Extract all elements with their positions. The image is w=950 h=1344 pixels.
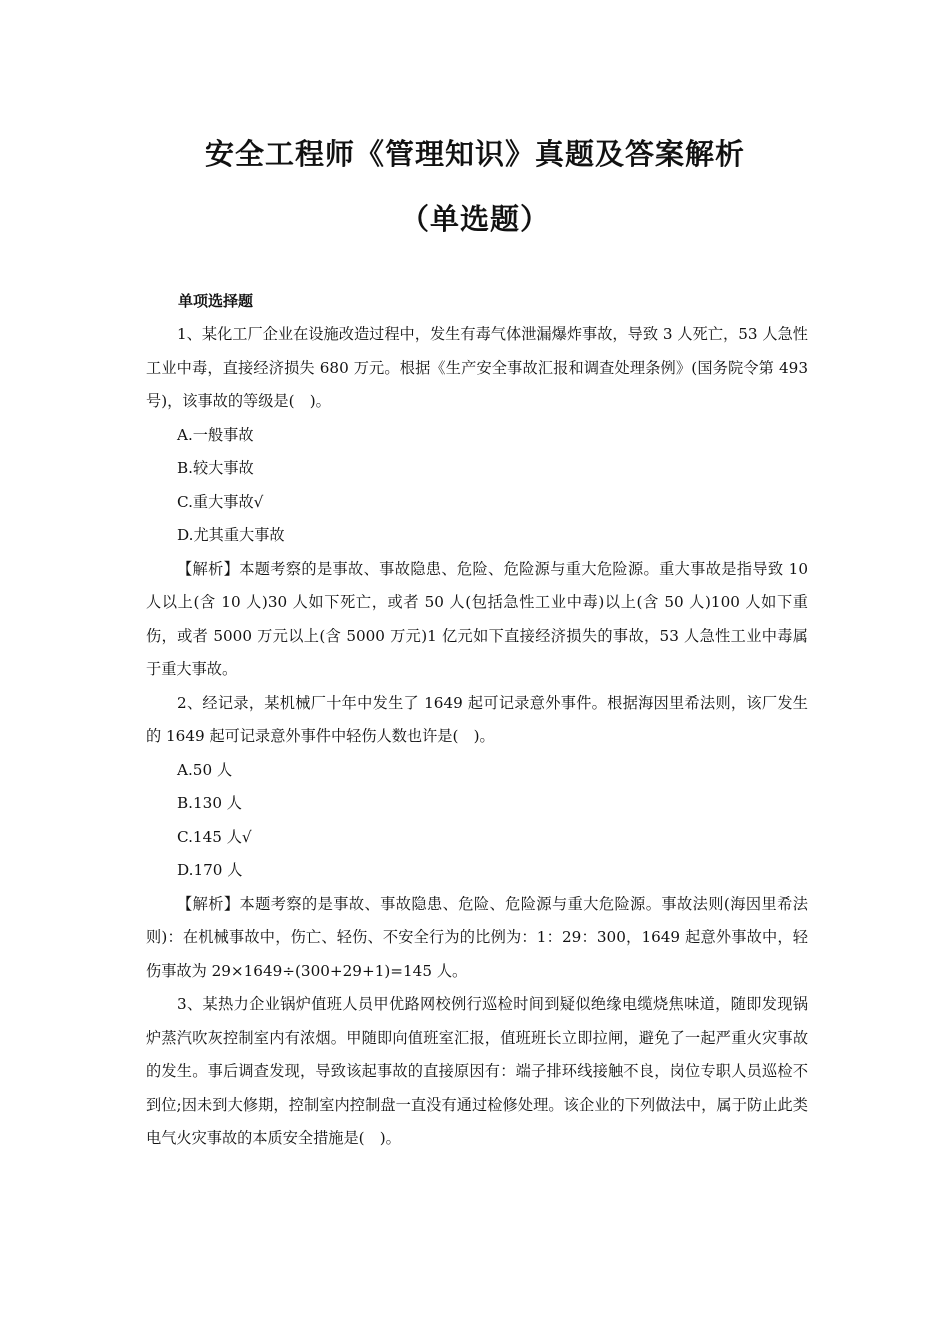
question-2-analysis: 【解析】本题考察的是事故、事故隐患、危险、危险源与重大危险源。事故法则(海因里希法则)：在机械事故中，伤亡、轻伤、不安全行为的比例为：1：29：300，1649 起意外事故中，轻伤事故为 29×1649÷(300+29+1)=145 人。 xyxy=(146,894,808,980)
question-1-option-a: A.一般事故 xyxy=(177,425,254,444)
question-1-analysis: 【解析】本题考察的是事故、事故隐患、危险、危险源与重大危险源。重大事故是指导致 10 人以上(含 10 人)30 人如下死亡，或者 50 人(包括急性工业中毒)以上(含 50 人)100 人如下重伤，或者 5000 万元以上(含 5000 万元)1 亿元如下直接经济损失的事故，53 人急性工业中毒属于重大事故。 xyxy=(146,559,808,678)
question-1-option-c: C.重大事故√ xyxy=(177,492,264,511)
question-2-option-b: B.130 人 xyxy=(177,794,242,812)
question-2-option-c: C.145 人√ xyxy=(177,827,252,846)
question-2-option-a: A.50 人 xyxy=(177,760,233,779)
question-1-stem: 1、某化工厂企业在设施改造过程中，发生有毒气体泄漏爆炸事故，导致 3 人死亡，53 人急性工业中毒，直接经济损失 680 万元。根据《生产安全事故汇报和调查处理条例》(国务院令第 493 号)，该事故的等级是( )。 xyxy=(146,325,808,410)
document-body xyxy=(146,318,808,1156)
question-1-option-b: B.较大事故 xyxy=(177,459,254,477)
question-1-option-d: D.尤其重大事故 xyxy=(177,526,285,544)
document-title: 安全工程师《管理知识》真题及答案解析 xyxy=(204,137,745,171)
section-heading: 单项选择题 xyxy=(178,292,254,310)
question-3-stem: 3、某热力企业锅炉值班人员甲优路网校例行巡检时间到疑似绝缘电缆烧焦味道，随即发现锅炉蒸汽吹灰控制室内有浓烟。甲随即向值班室汇报，值班班长立即拉闸，避免了一起严重火灾事故的发生。事后调查发现，导致该起事故的直接原因有：端子排环线接触不良，岗位专职人员巡检不到位;因未到大修期，控制室内控制盘一直没有通过检修处理。该企业的下列做法中，属于防止此类电气火灾事故的本质安全措施是( )。 xyxy=(146,995,808,1147)
document-subtitle: （单选题） xyxy=(399,202,550,236)
question-2-stem: 2、经记录，某机械厂十年中发生了 1649 起可记录意外事件。根据海因里希法则，该厂发生的 1649 起可记录意外事件中轻伤人数也许是( )。 xyxy=(146,693,808,745)
question-2-option-d: D.170 人 xyxy=(177,861,243,879)
